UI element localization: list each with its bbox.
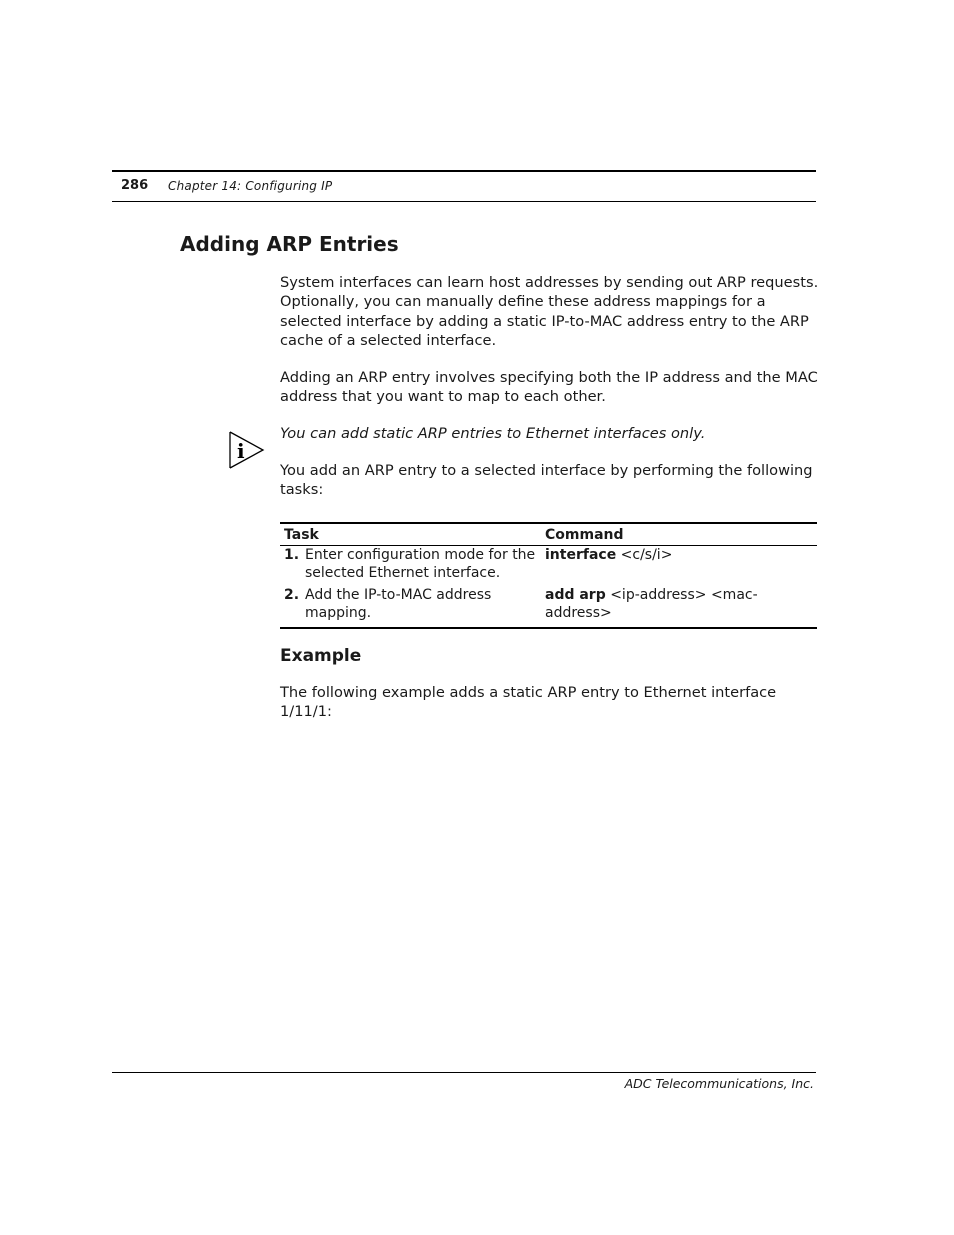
svg-text:i: i — [237, 439, 245, 463]
paragraph-tasks-intro: You add an ARP entry to a selected interface by performing the following tasks: — [280, 462, 813, 499]
command-cell — [541, 546, 817, 588]
command-args: <ip-address> <mac-address> — [545, 587, 758, 621]
task-cell — [280, 587, 541, 628]
command-cell — [541, 587, 817, 628]
column-header-task: Task — [280, 523, 541, 546]
page-number: 286 — [121, 178, 149, 193]
table-row — [280, 546, 817, 588]
task-description: Add the IP-to-MAC address mapping. — [305, 587, 492, 621]
task-table — [280, 522, 817, 629]
task-description: Enter configuration mode for the selected Ethernet interface. — [305, 547, 536, 581]
task-number: 2. — [284, 587, 300, 603]
column-header-command: Command — [541, 523, 817, 546]
note-text: You can add static ARP entries to Ethernet interfaces only. — [280, 425, 706, 442]
example-text: The following example adds a static ARP entry to Ethernet interface 1/11/1: — [280, 684, 777, 721]
command-keyword: interface — [545, 547, 617, 563]
chapter-label: Chapter 14: Configuring IP — [168, 179, 333, 193]
task-number: 1. — [284, 547, 300, 563]
command-keyword: add arp — [545, 587, 606, 603]
paragraph-intro: System interfaces can learn host addresses by sending out ARP requests. Optionally, you can manually define these address mappings for a selected interface by adding a static IP-to-MAC address entry to the ARP cache of a selected interface. — [280, 274, 819, 349]
table-row — [280, 587, 817, 628]
footer-rule — [112, 1072, 816, 1073]
header-rule-top — [112, 170, 816, 172]
section-title: Adding ARP Entries — [180, 232, 399, 256]
header-rule-bottom — [112, 201, 816, 202]
footer-company: ADC Telecommunications, Inc. — [624, 1076, 814, 1091]
table-header-row — [280, 523, 817, 546]
paragraph-arp-entry: Adding an ARP entry involves specifying both the IP address and the MAC address that you want to map to each other. — [280, 369, 818, 406]
command-args: <c/s/i> — [620, 547, 673, 563]
example-title: Example — [280, 646, 362, 666]
task-cell — [280, 546, 541, 588]
info-icon — [228, 430, 266, 470]
